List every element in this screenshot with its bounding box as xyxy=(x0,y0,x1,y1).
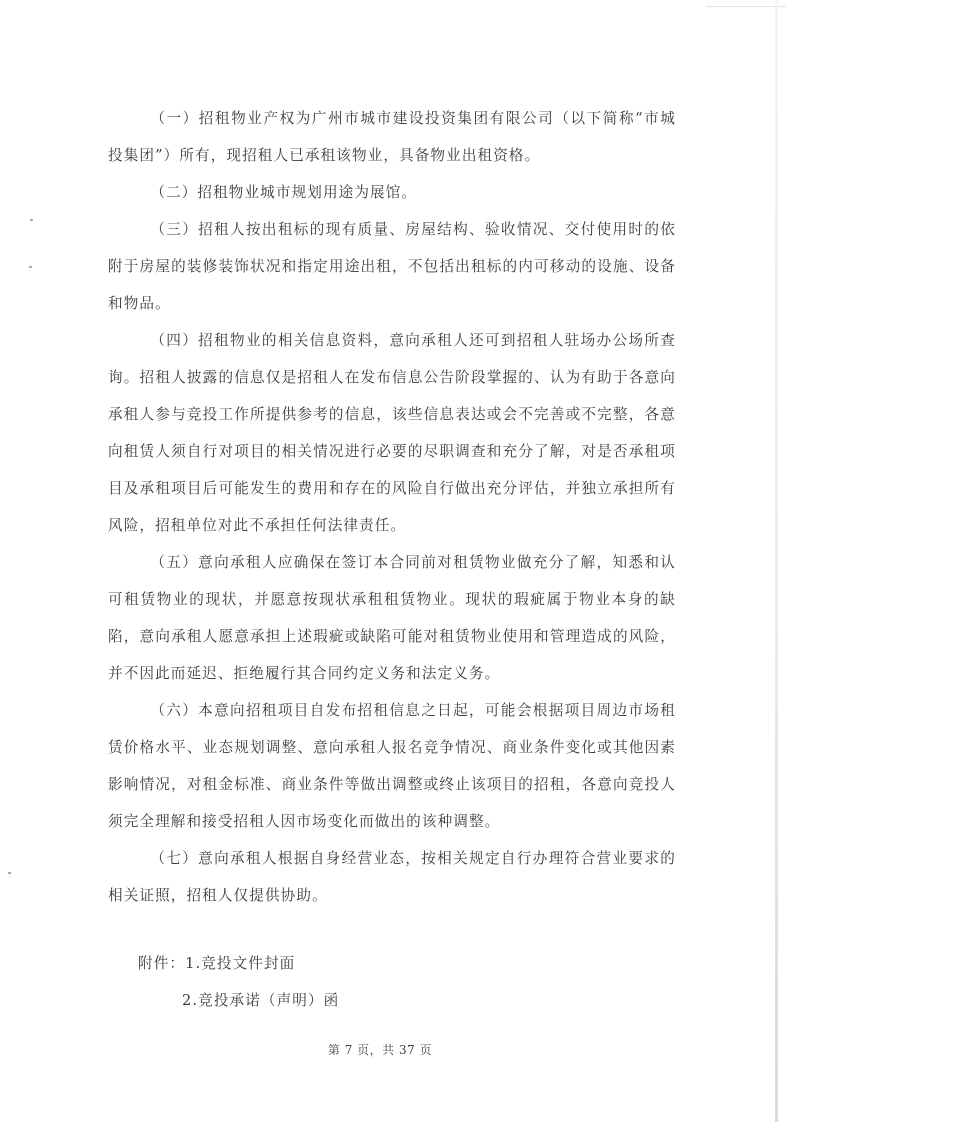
paragraph-6: （六）本意向招租项目自发布招租信息之日起，可能会根据项目周边市场租赁价格水平、业态规划调整、意向承租人报名竞争情况、商业条件变化或其他因素影响情况，对租金标准、商业条件等做出调整或终止该项目的招租，各意向竞投人须完全理解和接受招租人因市场变化而做出的该种调整。 xyxy=(108,702,676,830)
paragraph-3: （三）招租人按出租标的现有质量、房屋结构、验收情况、交付使用时的依附于房屋的装修装饰状况和指定用途出租，不包括出租标的内可移动的设施、设备和物品。 xyxy=(108,221,676,312)
scan-artifact-line xyxy=(706,6,786,7)
attachment-item-2-text: 2.竞投承诺（声明）函 xyxy=(182,992,340,1009)
scan-edge-shadow xyxy=(775,0,778,1122)
section-spacer xyxy=(108,914,676,945)
page-number: 第 7 页，共 37 页 xyxy=(327,1043,433,1057)
attachment-item-1-text: 1.竞投文件封面 xyxy=(185,955,296,972)
scan-speck xyxy=(29,266,32,268)
attachment-item-2 xyxy=(108,982,676,1019)
attachment-item-1 xyxy=(108,945,676,982)
paragraph-1: （一）招租物业产权为广州市城市建设投资集团有限公司（以下简称“市城投集团”）所有，现招租人已承租该物业，具备物业出租资格。 xyxy=(108,110,676,164)
scan-speck xyxy=(30,219,33,221)
paragraph-5: （五）意向承租人应确保在签订本合同前对租赁物业做充分了解，知悉和认可租赁物业的现状，并愿意按现状承租租赁物业。现状的瑕疵属于物业本身的缺陷，意向承租人愿意承担上述瑕疵或缺陷可能对租赁物业使用和管理造成的风险，并不因此而延迟、拒绝履行其合同约定义务和法定义务。 xyxy=(108,554,676,682)
attachment-list xyxy=(108,945,676,1019)
scan-speck xyxy=(8,872,11,874)
paragraph-7: （七）意向承租人根据自身经营业态，按相关规定自行办理符合营业要求的相关证照，招租人仅提供协助。 xyxy=(108,850,676,904)
paragraph-4: （四）招租物业的相关信息资料，意向承租人还可到招租人驻场办公场所查询。招租人披露的信息仅是招租人在发布信息公告阶段掌握的、认为有助于各意向承租人参与竞投工作所提供参考的信息，该些信息表达或会不完善或不完整，各意向租赁人须自行对项目的相关情况进行必要的尽职调查和充分了解，对是否承租项目及承租项目后可能发生的费用和存在的风险自行做出充分评估，并独立承担所有风险，招租单位对此不承担任何法律责任。 xyxy=(108,332,676,534)
paragraph-2: （二）招租物业城市规划用途为展馆。 xyxy=(150,184,418,201)
document-body xyxy=(108,100,676,1019)
attachment-label: 附件： xyxy=(138,955,186,972)
